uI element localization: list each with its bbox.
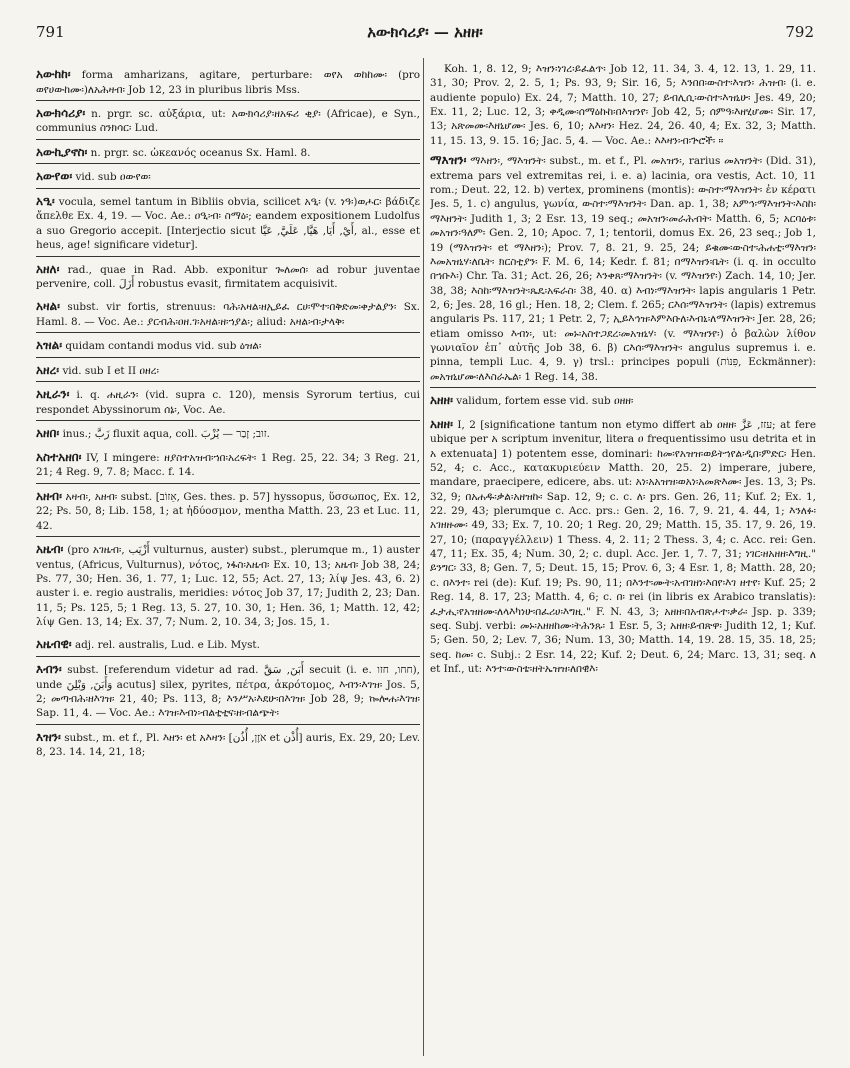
running-title: አውክሳሪያ፡ — አዘዘ፡ (367, 23, 483, 41)
entry (36, 724, 420, 760)
entry (36, 163, 420, 185)
lemma: አውክሳሪያ፡ (36, 105, 86, 120)
entry (36, 357, 420, 379)
entry (36, 139, 420, 161)
entry-text: vid. sub ዐውየወ፡ (75, 171, 151, 184)
lemma: አዝል፡ (36, 338, 63, 353)
entry-text: subst., m. et f., Pl. እዘን፡ et አእዛን፡ [אֹזֶן, أُذُن et أُذْن] auris, Ex. 29, 20; Lev. 8, 23. 14. 14, 21, 18; (36, 731, 420, 759)
entry (36, 256, 420, 292)
lemma: አዚራን፡ (36, 387, 70, 402)
lemma: አውከከ፡ (36, 67, 71, 81)
page-number-left: 791 (36, 23, 65, 41)
entry (36, 656, 420, 721)
lemma: አስተአዘበ፡ (36, 449, 82, 464)
entry (36, 188, 420, 253)
entry (36, 62, 420, 97)
entry (36, 632, 420, 653)
entry-text: I, 2 [significatione tantum non etymo differt ab ዐዘዘ፡ עזז, عَزَّ; at fere ubique per አ scriptum invenitur, litera ዐ frequentissimo usu detrita et in አ extenuata] 1) potentem esse, dominari: ከመ፡የአዝዝ፡ወይትኀየል፡ዲበ፡ምድር፡ Hen. 52, 4; c. Acc., κατακυριεύειν Matth. 20, 25. 2) imperare, jubere, mandare, praecipere, edicere, abs. ut: አነ፡አአዝዝ፡ወአነ፡አመጽእሙ፡ Jes. 13, 3; Ps. 32, 9; በአሐዱ፡ቃል፡አዘዝኩ፡ Sap. 12, 9; c. c. ለ፡ prs. Gen. 26, 11; Kuf. 2; Ex. 1, 22. 29, 43; plerumque c. Acc. prs.: Gen. 2, 16. 7, 9. 21, 4. 44, 1; እንለፉ፡አገዘዙሙ፡ 49, 33; Ex. 7, 10. 20; 1 Reg. 20, 29; Matth. 15, 35. 17, 9. 26, 19. 27, 10; (παραγγέλλειν) 1 Thess. 4, 2. 11; 2 Thess. 3, 4; c. Acc. rei: Gen. 47, 11; Ex. 35, 4; Num. 30, 2; c. dupl. Acc. Jer. 1, 7. 7, 31; ነገር፡ዘአዘዘ፡እግዚ." ይንግር፡ 33, 8; Gen. 7, 5; Deut. 15, 15; Prov. 6, 3; 4 Esr. 1, 8; Matth. 28, 20; c. በእንተ፡ rei (de): Kuf. 19; Ps. 90, 11; በእንተ፡ሙት፡አብገዘነ፡እበየ፡እገ ዘተየ፡ Kuf. 25; 2 Reg. 14, 8. 17, 23; Matth. 4, 6; c. በ፡ rei (in libris ex Arabico translatis): ፈታሒ፡የአዝዘሙ፡ለላእካነሁ፡በፈሪሀ፡እግዚ." F. N. 43, 3; አዘዘ፡በአብጽሖተ፡ቃራ፡ Jsp. p. 339; seq. Subj. verbi: መኑ፡አዘዘከሙ፡ትሕንጹ፡ 1 Esr. 5, 3; አዘዘ፡ይብጽዋ፡ Judith 12, 1; Kuf. 5; Gen. 50, 2; Lev. 7, 36; Num. 13, 30; Matth. 14, 19. 28. 15, 35. 18, 25; seq. ከመ፡ c. Subj.: 2 Esr. 14, 22; Kuf. 2; Deut. 6, 24; Marc. 13, 31; seq. ለ et Inf., ut: እንተ፡ውስቴ፡ዘትኤዝዝ፡ለበዊእ፡ (430, 418, 816, 675)
lemma: አውኪያኖስ፡ (36, 144, 88, 159)
entry-text: vid. sub I et II ዐዘረ፡ (62, 364, 159, 377)
entry-text: forma amharizans, agitare, perturbare: ወየአ ወከከሙ፡ (pro ወየሀውከሙ፡)ለአሕዛብ፡ Job 12, 23 in pluribus libris Mss. (36, 69, 420, 96)
lemma: እብን፡ (36, 661, 62, 676)
entry-text: quidam contandi modus vid. sub ዕዝል፡ (65, 340, 262, 353)
entry (36, 100, 420, 136)
entry-text: adj. rel. australis, Lud. e Lib. Myst. (74, 639, 260, 652)
entry-text: n. prgr. sc. αὐξάρια, ut: አውክሳሪያ፡ዘአፍሪ ቂያ፡ (Africae), e Syn., communius ስንክሳር፡ Lud. (36, 107, 420, 135)
lemma: ማእዝን፡ (430, 153, 467, 168)
left-column (36, 62, 420, 1060)
page-number-right: 792 (785, 23, 814, 41)
lemma: አዜብዊ፡ (36, 637, 72, 652)
lemma: አዛል፡ (36, 299, 61, 314)
entry (36, 536, 420, 629)
entry (36, 381, 420, 417)
lemma: አዘብ፡ (36, 488, 62, 503)
entry (430, 148, 816, 384)
entry-text: validum, fortem esse vid. sub ዐዘዘ፡ (456, 395, 634, 408)
lemma: አዘረ፡ (36, 362, 60, 377)
entry-text: i. q. ሐዚራን፡ (vid. supra c. 120), mensis Syrorum tertius, cui respondet Abyssinorum ሰኔ፡, Voc. Ae. (36, 389, 420, 416)
entry (36, 420, 420, 442)
entry-text: vocula, semel tantum in Bibliis obvia, scilicet አዒ፡ (v. ነዓ፡)ወሖር፡ βάδιζε ἄπελθε Ex. 4, 19. — Voc. Ae.: ዐዒ፡ብ፡ ስማዕ፡; eandem expositionem Ludolfus a suo Gregorio accepit. [Interjectio sicut أَيْ, أَيَا, هَيَّا, عَلَيَّ, عَيَّا, al., esse et heus, age! significare videtur]. (36, 195, 420, 252)
entry-continuation: Koh. 1, 8. 12, 9; እዝን፡ነገረ፡ይፈልጥ፡ Job 12, 11. 34, 3. 4, 12. 13, 1. 29, 11. 31, 30; Prov. 2, 2. 5, 1; Ps. 93, 9; Sir. 16, 5; እንበበ፡ውስተ፡እዝን፡ ሕዝብ፡ (i. e. audiente populo) Ex. 24, 7; Matth. 10, 27; ይብሊሲ፡ውስተ፡እዝኒሁ፡ Jes. 49, 20; Ex. 11, 2; Luc. 12, 3; ቀዲሙ፡ሰማዕኩከ፡በእዝንየ፡ Job 42, 5; ሰምዓ፡እዘሂሆሙ፡ Sir. 17, 13; አጽመሙ፡እዘኒሆሙ፡ Jes. 6, 10; አእዛን፡ Hez. 24, 26. 40, 4; Ex. 32, 3; Matth. 11, 15. 13, 9. 15. 16; Jac. 5, 4. — Voc. Ae.: እእዛን፡ብ፡ጕሮች፡ ። (430, 63, 816, 147)
lemma: አውየወ፡ (36, 169, 73, 184)
lemma: አዘበ፡ (36, 426, 60, 441)
lemma: እዝን፡ (36, 729, 61, 744)
entry (36, 483, 420, 533)
lemma: አዒ፡ (36, 193, 55, 208)
page-header (36, 22, 814, 48)
entry-text: rad., quae in Rad. Abb. exponitur ጐለመሰ፡ ad robur juventae pervenire, coll. أَزَلَ robustus evasit, firmitatem acquisivit. (36, 263, 420, 291)
entry-text: subst. [referendum videtur ad rad. أَبَنَ, سَقَّ secuit (i. e. חחו, חזו), unde وَأَبَنَ, وَبْلِنَ acutus] silex, pyrites, πέτρα, ἀκρότομος, እብን፡እገዝ፡ Jos. 5, 2; መጣብሕ፡ዘእገዝ፡ 21, 40; Ps. 113, 8; እንሥአ፡እደሁ፡በእገዝ፡ Job 28, 9; ኰሎሐ፡እገዝ፡ Sap. 11, 4. — Voc. Ae.: እገዝ፡እብነ፡ብልቲቲና፡ዘ፡ብልጭት፡ (36, 663, 420, 720)
entry-text: አዛብ፡, አዘብ፡ subst. [אֵזוֹב, Ges. thes. p. 57] hyssopus, ὕσσωπος, Ex. 12, 22; Ps. 50, 8; Lib. 158, 1; at ἡδύοσμον, mentha Matth. 23, 23 et Luc. 11, 42. (36, 490, 420, 532)
entry (430, 387, 816, 409)
lemma: አዘለ፡ (36, 261, 60, 276)
entry (36, 445, 420, 480)
lemma: አዜብ፡ (36, 542, 64, 557)
lemma: አዘዘ፡ (430, 416, 453, 431)
entry (36, 332, 420, 354)
entry (36, 294, 420, 329)
lemma: አዘዘ፡ (430, 393, 453, 408)
column-rule (423, 58, 424, 1056)
entry-text: ማእዘን፡, ማእዝንት፡ subst., m. et f., Pl. መአዝን፡, rarius መአዝንት፡ (Did. 31), extrema pars vel extremitas rei, i. e. a) lacinia, ora vestis, Act. 10, 11 rom.; Deut. 22, 12. b) vertex, prominens (montis): ውስተ፡ማእዝንት፡ ἐν κέρατι Jes. 5, 1. c) angulus, γωνία, ውስተ፡ማእዝንት፡ Dan. ap. 1, 38; አምኅ፡ማእዝንት፡እስከ፡ማእዘንት፡ Judith 1, 3; 2 Esr. 13, 19 seq.; መአዝን፡መራሕብት፡ Matth. 6, 5; አርባዕቱ፡መአዝን፡ዓለም፡ Gen. 2, 10; Apoc. 7, 1; tentorii, domus Ex. 26, 23 seq.; Job 1, 19 (ማእዝንት፡ et ማእዘን፡); Prov. 7, 8. 21, 9. 25, 24; ይቁሙ፡ውስተ፡ሕሐቲ፡ማእዝን፡እመአዝኒሃ፡ለቤት፡ ክርስቲያን፡ F. M. 6, 14; Kedr. f. 81; በማእዝን፡ቤት፡ (i. q. in occulto በኀቡእ፡) Chr. Ta. 31; Act. 26, 26; እንቀጸ፡ማእዝንት፡ (v. ማእዝንየ፡) Zach. 14, 10; Jer. 38, 38; እስከ፡ማእዝንት፡ጼዴ፡አፍራስ፡ 38, 40. α) እብነ፡ማእዝንት፡ lapis angularis 1 Petr. 2, 6; Jes. 28, 16 gl.; Hen. 18, 2; Clem. f. 265; ርእሰ፡ማእዝንት፡ (lapis) extremus angularis Ps. 117, 21; 1 Petr. 2, 7; ኢይእኅዝ፡እምእቡለ፡እብኒ፡ለማእዝንት፡ Jer. 28, 26; etiam omisso እብነ፡, ut: መኑ፡አስተጋደረ፡መአዝኒሃ፡ (v. ማእዝንየ፡) ὁ βαλὼν λίθον γωνιαῖον ἐπ᾽ αὐτῆς Job 38, 6. β) ርእሰ፡ማእዝንት፡ angulus supremus i. e. pinna, templi Luc. 4, 9. γ) trsl.: principes populi (פִּנּוֹת, Eckmänner): መአዝኒሆሙ፡ለእስራኤል፡ 1 Reg. 14, 38. (430, 155, 816, 383)
entry-text: n. prgr. sc. ὠκεανός oceanus Sx. Haml. 8. (90, 146, 311, 159)
right-column (430, 62, 816, 1060)
entry-text: subst. vir fortis, strenuus: ባሕ፡አዛል፡ዘኢይፈ ርሀ፡ሞተ፡በቅድመ፡ቀታልያን፡ Sx. Haml. 8. — Voc. Ae.: ያርብሕ፡ዐዘ.ገ፡አዛል፡ዘ፡ኀያል፡; aliud: አዛል፡ብ፡ታላቅ፡ (36, 301, 420, 328)
entry-text: inus.; زَبَّ fluxit aqua, coll. זוב; זָבַר — يُزْبَ. (62, 428, 270, 441)
entry-text: IV, I mingere: ዘያስተአዝብ፡ኀበ፡አረፍት፡ 1 Reg. 25, 22. 34; 3 Reg. 21, 21; 4 Reg. 9, 7. 8; Macc. f. 14. (36, 451, 420, 479)
entry (430, 412, 816, 677)
entry-text: (pro አገዜብ፡, أَزْيَب vulturnus, auster) subst., plerumque m., 1) auster ventus, (Africus, Vulturnus), νότος, ነፋስ፡አዜብ፡ Ex. 10, 13; አዜብ፡ Job 38, 24; Ps. 77, 30; Hen. 36, 1. 77, 1; Luc. 12, 55; Act. 27, 13; λίψ Jes. 43, 6. 2) auster i. e. regio australis, meridies: νότος Job 37, 17; Judith 2, 23; Dan. 11, 5; Ps. 125, 5; 1 Reg. 13, 5. 27, 10. 30, 1; Hen. 36, 1; Matth. 12, 42; λίψ Gen. 13, 14; Ex. 37, 7; Num. 2, 10. 34, 3; Jos. 15, 1. (36, 544, 420, 629)
